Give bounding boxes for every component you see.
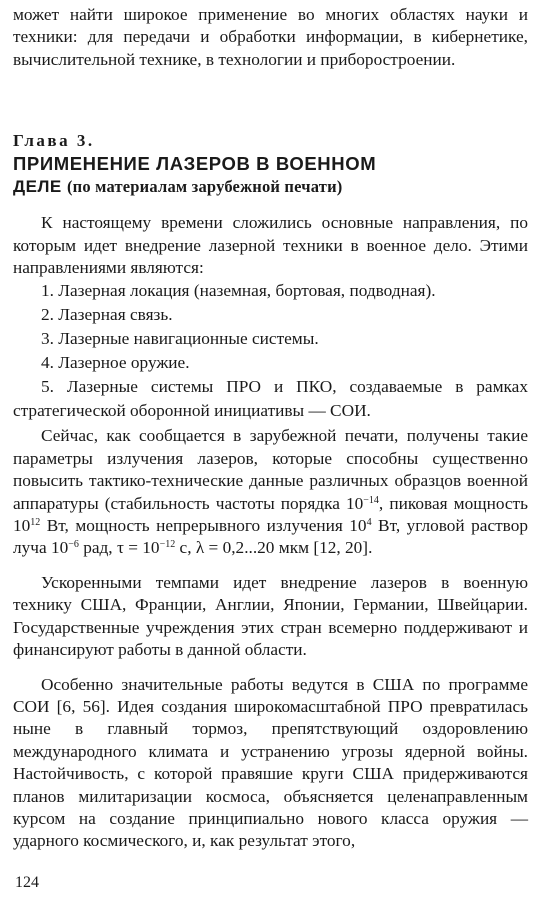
text-segment: Вт, угловой раствор луча 10 — [13, 516, 528, 558]
document-page — [13, 0, 528, 853]
list-item: 1. Лазерная локация (наземная, бортовая, подводная). — [41, 281, 436, 301]
paragraph-parameters — [13, 425, 528, 559]
paragraph-countries: Ускоренными темпами идет внедрение лазеров в военную технику США, Франции, Англии, Японии, Германии, Швейцарии. Государственные учреждения этих стран всемерно поддерживают и финансируют работы в данной области. — [13, 572, 528, 660]
text-segment: с, λ = 0,2...20 мкм [12, 20]. — [175, 538, 373, 558]
superscript: 12 — [30, 517, 41, 529]
paragraph-usa-sdi: Особенно значительные работы ведутся в США по программе СОИ [6, 56]. Идея создания широкомасштабной ПРО превратилась ныне в главный тормоз, препятствующий оздоровлению международного климата и устранению угрозы ядерной войны. Настойчивость, с которой правяшие круги США придерживаются планов милитаризации космоса, объясняется целенаправленным курсом на создание принципиально нового класса оружия — ударного космического, и, как результат этого, — [13, 674, 528, 851]
superscript: 4 — [366, 517, 372, 529]
chapter-heading — [13, 129, 528, 198]
list-item: 2. Лазерная связь. — [41, 305, 173, 325]
text-segment: Сейчас, как сообщается в зарубежной печати, получены такие параметры излучения лазеров, которые способны существенно повысить тактико-технические данные различных образцов военной аппаратуры (стабильность частоты порядка 10 — [13, 426, 528, 513]
list-item: 4. Лазерное оружие. — [41, 353, 190, 373]
list-item: 5. Лазерные системы ПРО и ПКО, создаваемые в рамках стратегической оборонной инициативы — СОИ. — [13, 377, 528, 421]
text-segment: Вт, мощность непрерывного излучения 10 — [40, 516, 367, 536]
chapter-title: ПРИМЕНЕНИЕ ЛАЗЕРОВ В ВОЕННОМ — [13, 153, 377, 175]
superscript: −12 — [159, 539, 176, 551]
page-number: 124 — [15, 874, 39, 891]
paragraph-directions: К настоящему времени сложились основные направления, по которым идет внедрение лазерной техники в военное дело. Этими направлениями являются: — [13, 213, 528, 278]
chapter-subtitle: (по материалам зарубежной печати) — [66, 177, 343, 197]
chapter-title-continued: ДЕЛЕ — [13, 177, 62, 197]
list-item: 3. Лазерные навигационные системы. — [41, 329, 319, 349]
text-segment: , пиковая мощность 10 — [13, 493, 528, 536]
text-segment: рад, τ = 10 — [78, 538, 160, 558]
superscript: −6 — [68, 539, 79, 551]
directions-list — [13, 279, 528, 423]
superscript: −14 — [363, 494, 379, 506]
intro-paragraph: может найти широкое применение во многих областях науки и техники: для передачи и обработки информации, в кибернетике, вычислительной технике, в технологии и приборостроении. — [13, 5, 528, 69]
chapter-label: Глава 3. — [13, 131, 95, 151]
